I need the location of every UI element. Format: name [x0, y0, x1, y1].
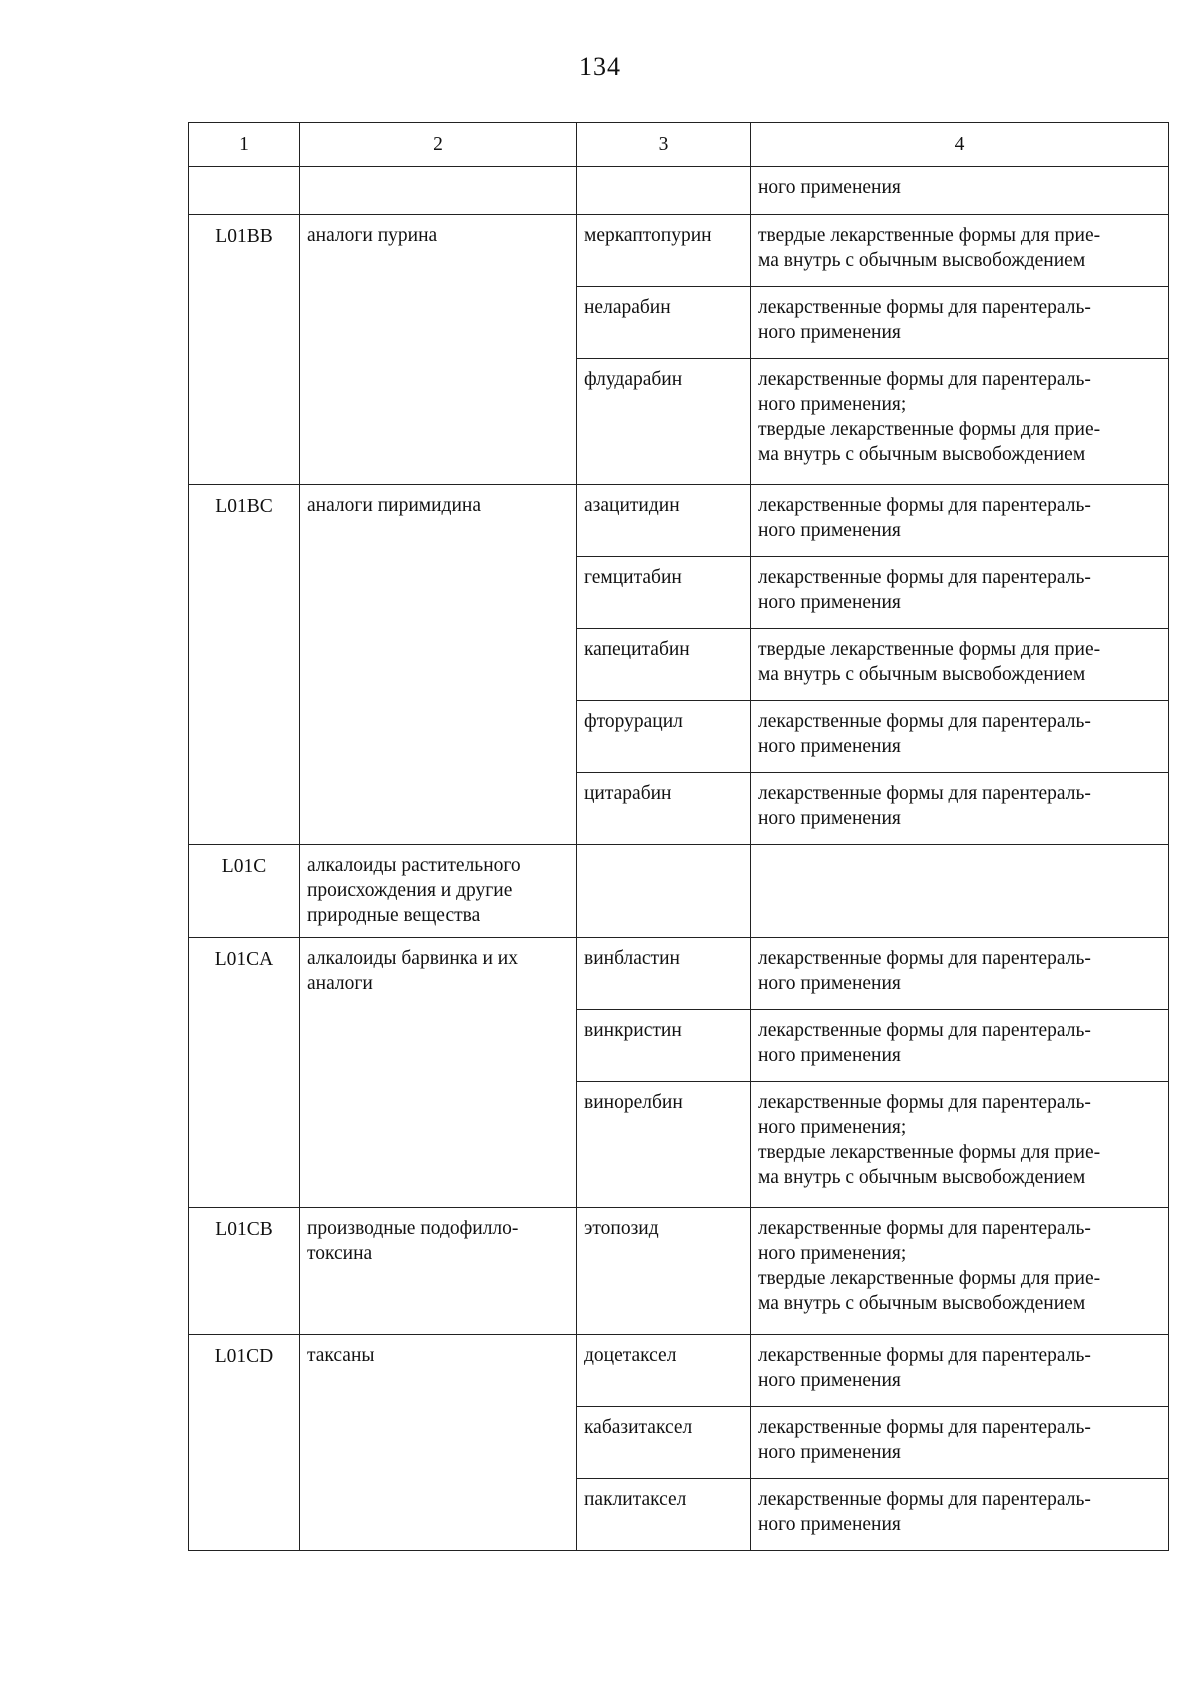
continuation-row [189, 167, 1169, 215]
table-header-row [189, 123, 1169, 167]
atc-code-cell: L01BB [189, 215, 300, 485]
drug-name-cell: гемцитабин [577, 557, 751, 629]
drug-table [188, 122, 1169, 1551]
continuation-group-cell [300, 167, 577, 215]
drug-name-cell: неларабин [577, 287, 751, 359]
continuation-form-cell: ного применения [751, 167, 1169, 215]
continuation-drug-cell [577, 167, 751, 215]
column-header-2: 2 [300, 123, 577, 167]
atc-code-cell: L01CA [189, 937, 300, 1207]
dosage-form-cell: лекарственные формы для парентераль- ного применения [751, 1009, 1169, 1081]
dosage-form-cell: лекарственные формы для парентераль- ного применения [751, 485, 1169, 557]
group-name-cell: алкалоиды барвинка и их аналоги [300, 937, 577, 1207]
group-name-cell: производные подофилло- токсина [300, 1207, 577, 1334]
drug-name-cell: азацитидин [577, 485, 751, 557]
atc-code-cell: L01CB [189, 1207, 300, 1334]
drug-name-cell: этопозид [577, 1207, 751, 1334]
drug-name-cell: меркаптопурин [577, 215, 751, 287]
dosage-form-cell: лекарственные формы для парентераль- ного применения [751, 287, 1169, 359]
dosage-form-cell: лекарственные формы для парентераль- ного применения; твердые лекарственные формы для прие- ма внутрь с обычным высвобождением [751, 359, 1169, 485]
drug-name-cell [577, 845, 751, 938]
table-row [189, 1207, 1169, 1334]
column-header-1: 1 [189, 123, 300, 167]
dosage-form-cell: лекарственные формы для парентераль- ного применения [751, 773, 1169, 845]
table-body [189, 123, 1169, 1551]
atc-code-cell: L01CD [189, 1334, 300, 1550]
table-row [189, 1334, 1169, 1406]
table-row [189, 937, 1169, 1009]
dosage-form-cell: лекарственные формы для парентераль- ного применения [751, 1406, 1169, 1478]
drug-name-cell: паклитаксел [577, 1478, 751, 1550]
drug-name-cell: флударабин [577, 359, 751, 485]
group-name-cell: алкалоиды растительного происхождения и другие природные вещества [300, 845, 577, 938]
table-row [189, 845, 1169, 938]
drug-name-cell: цитарабин [577, 773, 751, 845]
drug-name-cell: кабазитаксел [577, 1406, 751, 1478]
drug-name-cell: фторурацил [577, 701, 751, 773]
dosage-form-cell: лекарственные формы для парентераль- ного применения [751, 557, 1169, 629]
table-row [189, 215, 1169, 287]
drug-name-cell: винорелбин [577, 1081, 751, 1207]
dosage-form-cell: твердые лекарственные формы для прие- ма внутрь с обычным высвобождением [751, 629, 1169, 701]
drug-name-cell: доцетаксел [577, 1334, 751, 1406]
dosage-form-cell: твердые лекарственные формы для прие- ма внутрь с обычным высвобождением [751, 215, 1169, 287]
continuation-code-cell [189, 167, 300, 215]
dosage-form-cell: лекарственные формы для парентераль- ного применения [751, 701, 1169, 773]
atc-code-cell: L01BC [189, 485, 300, 845]
dosage-form-cell: лекарственные формы для парентераль- ного применения; твердые лекарственные формы для прие- ма внутрь с обычным высвобождением [751, 1207, 1169, 1334]
dosage-form-cell: лекарственные формы для парентераль- ного применения [751, 937, 1169, 1009]
group-name-cell: таксаны [300, 1334, 577, 1550]
group-name-cell: аналоги пурина [300, 215, 577, 485]
atc-code-cell: L01C [189, 845, 300, 938]
group-name-cell: аналоги пиримидина [300, 485, 577, 845]
dosage-form-cell: лекарственные формы для парентераль- ного применения [751, 1334, 1169, 1406]
drug-name-cell: капецитабин [577, 629, 751, 701]
column-header-4: 4 [751, 123, 1169, 167]
drug-name-cell: винбластин [577, 937, 751, 1009]
dosage-form-cell: лекарственные формы для парентераль- ного применения [751, 1478, 1169, 1550]
dosage-form-cell: лекарственные формы для парентераль- ного применения; твердые лекарственные формы для прие- ма внутрь с обычным высвобождением [751, 1081, 1169, 1207]
dosage-form-cell [751, 845, 1169, 938]
table-row [189, 485, 1169, 557]
page-number: 134 [579, 52, 621, 81]
column-header-3: 3 [577, 123, 751, 167]
drug-name-cell: винкристин [577, 1009, 751, 1081]
